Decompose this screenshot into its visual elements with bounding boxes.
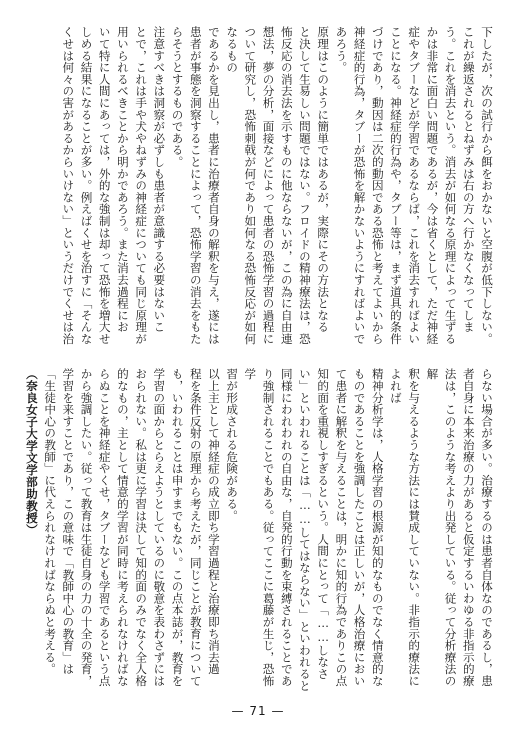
text-line: 以上主として神経症の成立即ち学習過程と治療即ち消去過 <box>206 368 221 675</box>
text-line: づけであり，動因は二次的動因である恐怖と考えてよいから <box>370 26 385 345</box>
text-line: 学習を来すことであり，この意味で「教師中心の教育」は <box>61 368 76 675</box>
text-line: 患者が事態を洞察することによって，恐怖学習の消去をもた <box>188 26 203 345</box>
text-line: て患者に解釈を与えることは，明かに知的行為でありこの点 <box>334 368 349 687</box>
text-line: 同様にわれわれの自由な，自発的行動を束縛されることであ <box>279 368 294 687</box>
text-line: 知的面を重視しすぎるという。人間にとって「……しなさ <box>316 368 331 680</box>
text-line: り強制されることでもある。従ってここに葛藤が生じ，恐怖学 <box>243 368 276 687</box>
text-line: と決して生易しい問題ではない。フロイドの精神療法は，恐 <box>297 26 312 345</box>
text-line: かは非常に面白い問題であるが，今は省くとして，ただ神経 <box>425 26 440 345</box>
text-line: しめる結果になることが多い。例えばくせを治すに「そんな <box>79 26 94 345</box>
page-number: — 71 — <box>231 704 285 718</box>
text-line: 怖反応の消去法を示すものに他ならないが，この為に自由連 <box>279 26 294 345</box>
top-text-column <box>18 26 496 352</box>
text-line: らぬことを神経症やくせ，タブーなども学習であるという点 <box>97 368 112 687</box>
text-line: 想法，夢の分析，面接などによって患者の恐怖学習の過程に <box>261 26 276 345</box>
text-line: 用いられるべきことから明かであろう。また消去過程にお <box>115 26 130 333</box>
text-line: も，いわれることは申すまでもない。この点本誌が，教育を <box>170 368 185 687</box>
text-line: 程を条件反射の原理から考えたが，同じことが教育について <box>188 368 203 687</box>
text-line: これが繰返されるとねずみは右の方へ行かなくなってしま <box>461 26 476 333</box>
text-line: 的なもの，主として情意的学習が同時に考えられなければな <box>115 368 130 687</box>
text-line: ついて研究し，恐怖刺戟が何であり如何なる恐怖反応が如何なるもの <box>225 26 258 345</box>
text-line: おられない。私は更に学習は決して知的面のみでなく全人格 <box>134 368 149 687</box>
text-line: 注意すべきは洞察が必ずしも患者が意識する必要はないこ <box>152 26 167 333</box>
bottom-text-column <box>18 368 496 692</box>
text-line: から強調したい。従って教育は生徒自身の力の十全の発育， <box>79 368 94 687</box>
text-line: らそうとするものである。 <box>170 26 185 168</box>
text-line: くせは何々の害があるからいけない」というだけでくせは治 <box>61 26 76 345</box>
text-line: いて特に人間にあっては，外的な強制は却って恐怖を増大せ <box>97 26 112 345</box>
text-line: とで，これは手や犬やねずみの神経症についても同じ原理が <box>134 26 149 345</box>
text-line: 原理はこのように簡単ではあるが，実際にその方法となる <box>316 26 331 333</box>
text-line: 法は，このような考えより出発している。従って分析療法の解 <box>425 368 458 687</box>
author-affiliation: （奈良女子大学文学部助教授） <box>24 368 39 536</box>
text-line: い」といわれることは「……してはならない」といわれると <box>297 368 312 692</box>
text-line: 釈を与えるような方法には賛成していない。非指示的療法によれば <box>388 368 422 687</box>
text-line: 精神分析学は，人格学習の根源が知的なものでなく情意的な <box>370 368 385 687</box>
text-line: 学習の面からとらえようとしているのに敬意を表わさずには <box>152 368 167 687</box>
text-line: 習が形成される危険がある。 <box>225 368 240 522</box>
text-line: 「生徒中心の教師」に代えられなければならぬと考える。 <box>43 368 58 675</box>
text-line: 神経症的行為，タブーが恐怖を解かないようにすればよいで <box>352 26 367 345</box>
text-line: 下したが，次の試行から餌をおかないと空腹が低下しない。 <box>480 26 494 345</box>
text-line: らない場合が多い。治療するのは患者自体なのであるし，患 <box>480 368 494 687</box>
text-line: 者自身に本来治療の力があると仮定するいわゆる非指示的療 <box>461 368 476 687</box>
text-line: であるかを見出し，患者に治療者自身の解釈を与え，遂には <box>206 26 221 345</box>
text-line: ことになる。神経症的行為や，タブー等は，まず道具的条件 <box>388 26 403 345</box>
text-line: 症やタブーなどが学習であるならば，これを消去すればよい <box>407 26 422 345</box>
text-line: う。これを消去という。消去が如何なる原理によって生ずる <box>443 26 458 345</box>
text-line: あろう。 <box>334 26 349 74</box>
text-line: ものであることを強調したことは正しいが，人格治療におい <box>352 368 367 687</box>
